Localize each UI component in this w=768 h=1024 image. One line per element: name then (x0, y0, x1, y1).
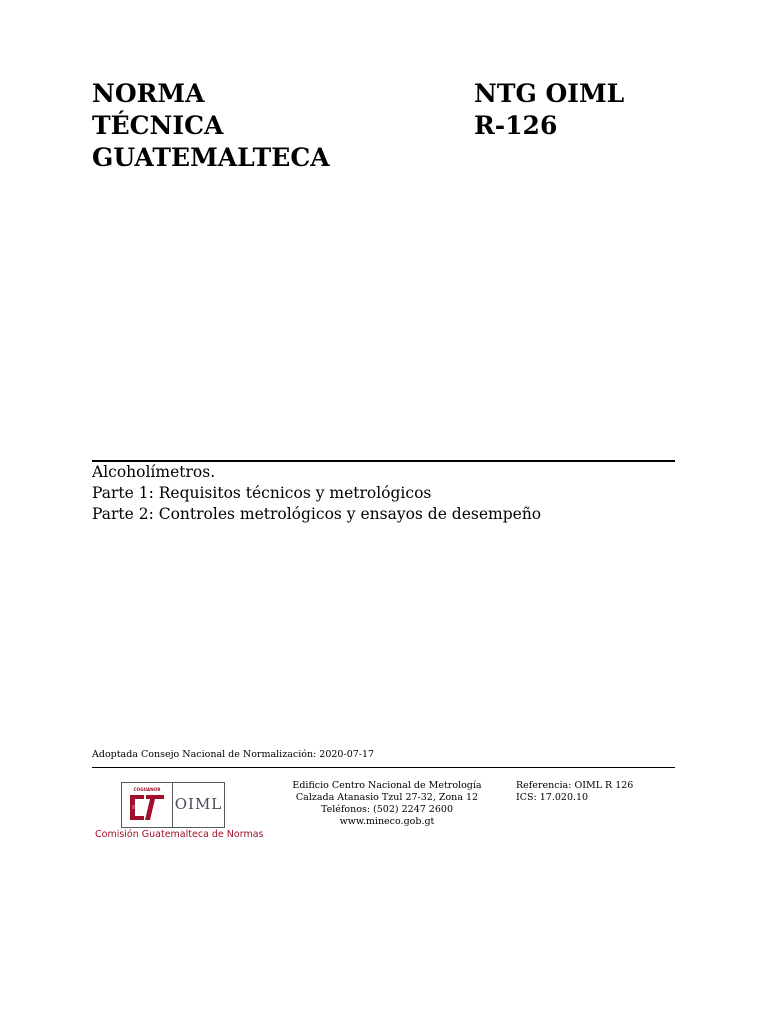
address-line-2: Calzada Atanasio Tzul 27-32, Zona 12 (295, 792, 479, 803)
title-line-1: NORMA (92, 79, 205, 108)
standard-reference (516, 780, 633, 804)
website-link[interactable]: www.mineco.gob.gt (339, 816, 435, 827)
bottom-divider (92, 767, 675, 768)
subject-line-2: Parte 1: Requisitos técnicos y metrológicos (92, 484, 432, 502)
publisher-address (292, 780, 482, 828)
code-line-2: R-126 (474, 111, 558, 140)
coguanor-oiml-logo (121, 782, 225, 828)
standard-code (474, 78, 624, 142)
code-line-1: NTG OIML (474, 79, 625, 108)
adoption-date: Adoptada Consejo Nacional de Normalización: 2020-07-17 (92, 749, 375, 760)
coguanor-logo-text: COGUANOR (133, 787, 161, 792)
title-line-2: TÉCNICA (92, 111, 224, 140)
commission-name: Comisión Guatemalteca de Normas (95, 829, 264, 840)
ics-line: ICS: 17.020.10 (516, 792, 589, 803)
reference-line: Referencia: OIML R 126 (516, 780, 634, 791)
address-line-1: Edificio Centro Nacional de Metrología (292, 780, 482, 791)
oiml-logo-text: OIML (174, 795, 223, 813)
subject-line-1: Alcoholímetros. (92, 463, 216, 481)
address-line-3: Teléfonos: (502) 2247 2600 (321, 804, 453, 815)
standard-title (92, 78, 330, 174)
subject-line-3: Parte 2: Controles metrológicos y ensayos de desempeño (92, 505, 542, 523)
coguanor-logo-icon (121, 782, 173, 828)
standard-subject (92, 462, 541, 525)
title-line-3: GUATEMALTECA (92, 143, 330, 172)
oiml-logo-icon (173, 782, 225, 828)
